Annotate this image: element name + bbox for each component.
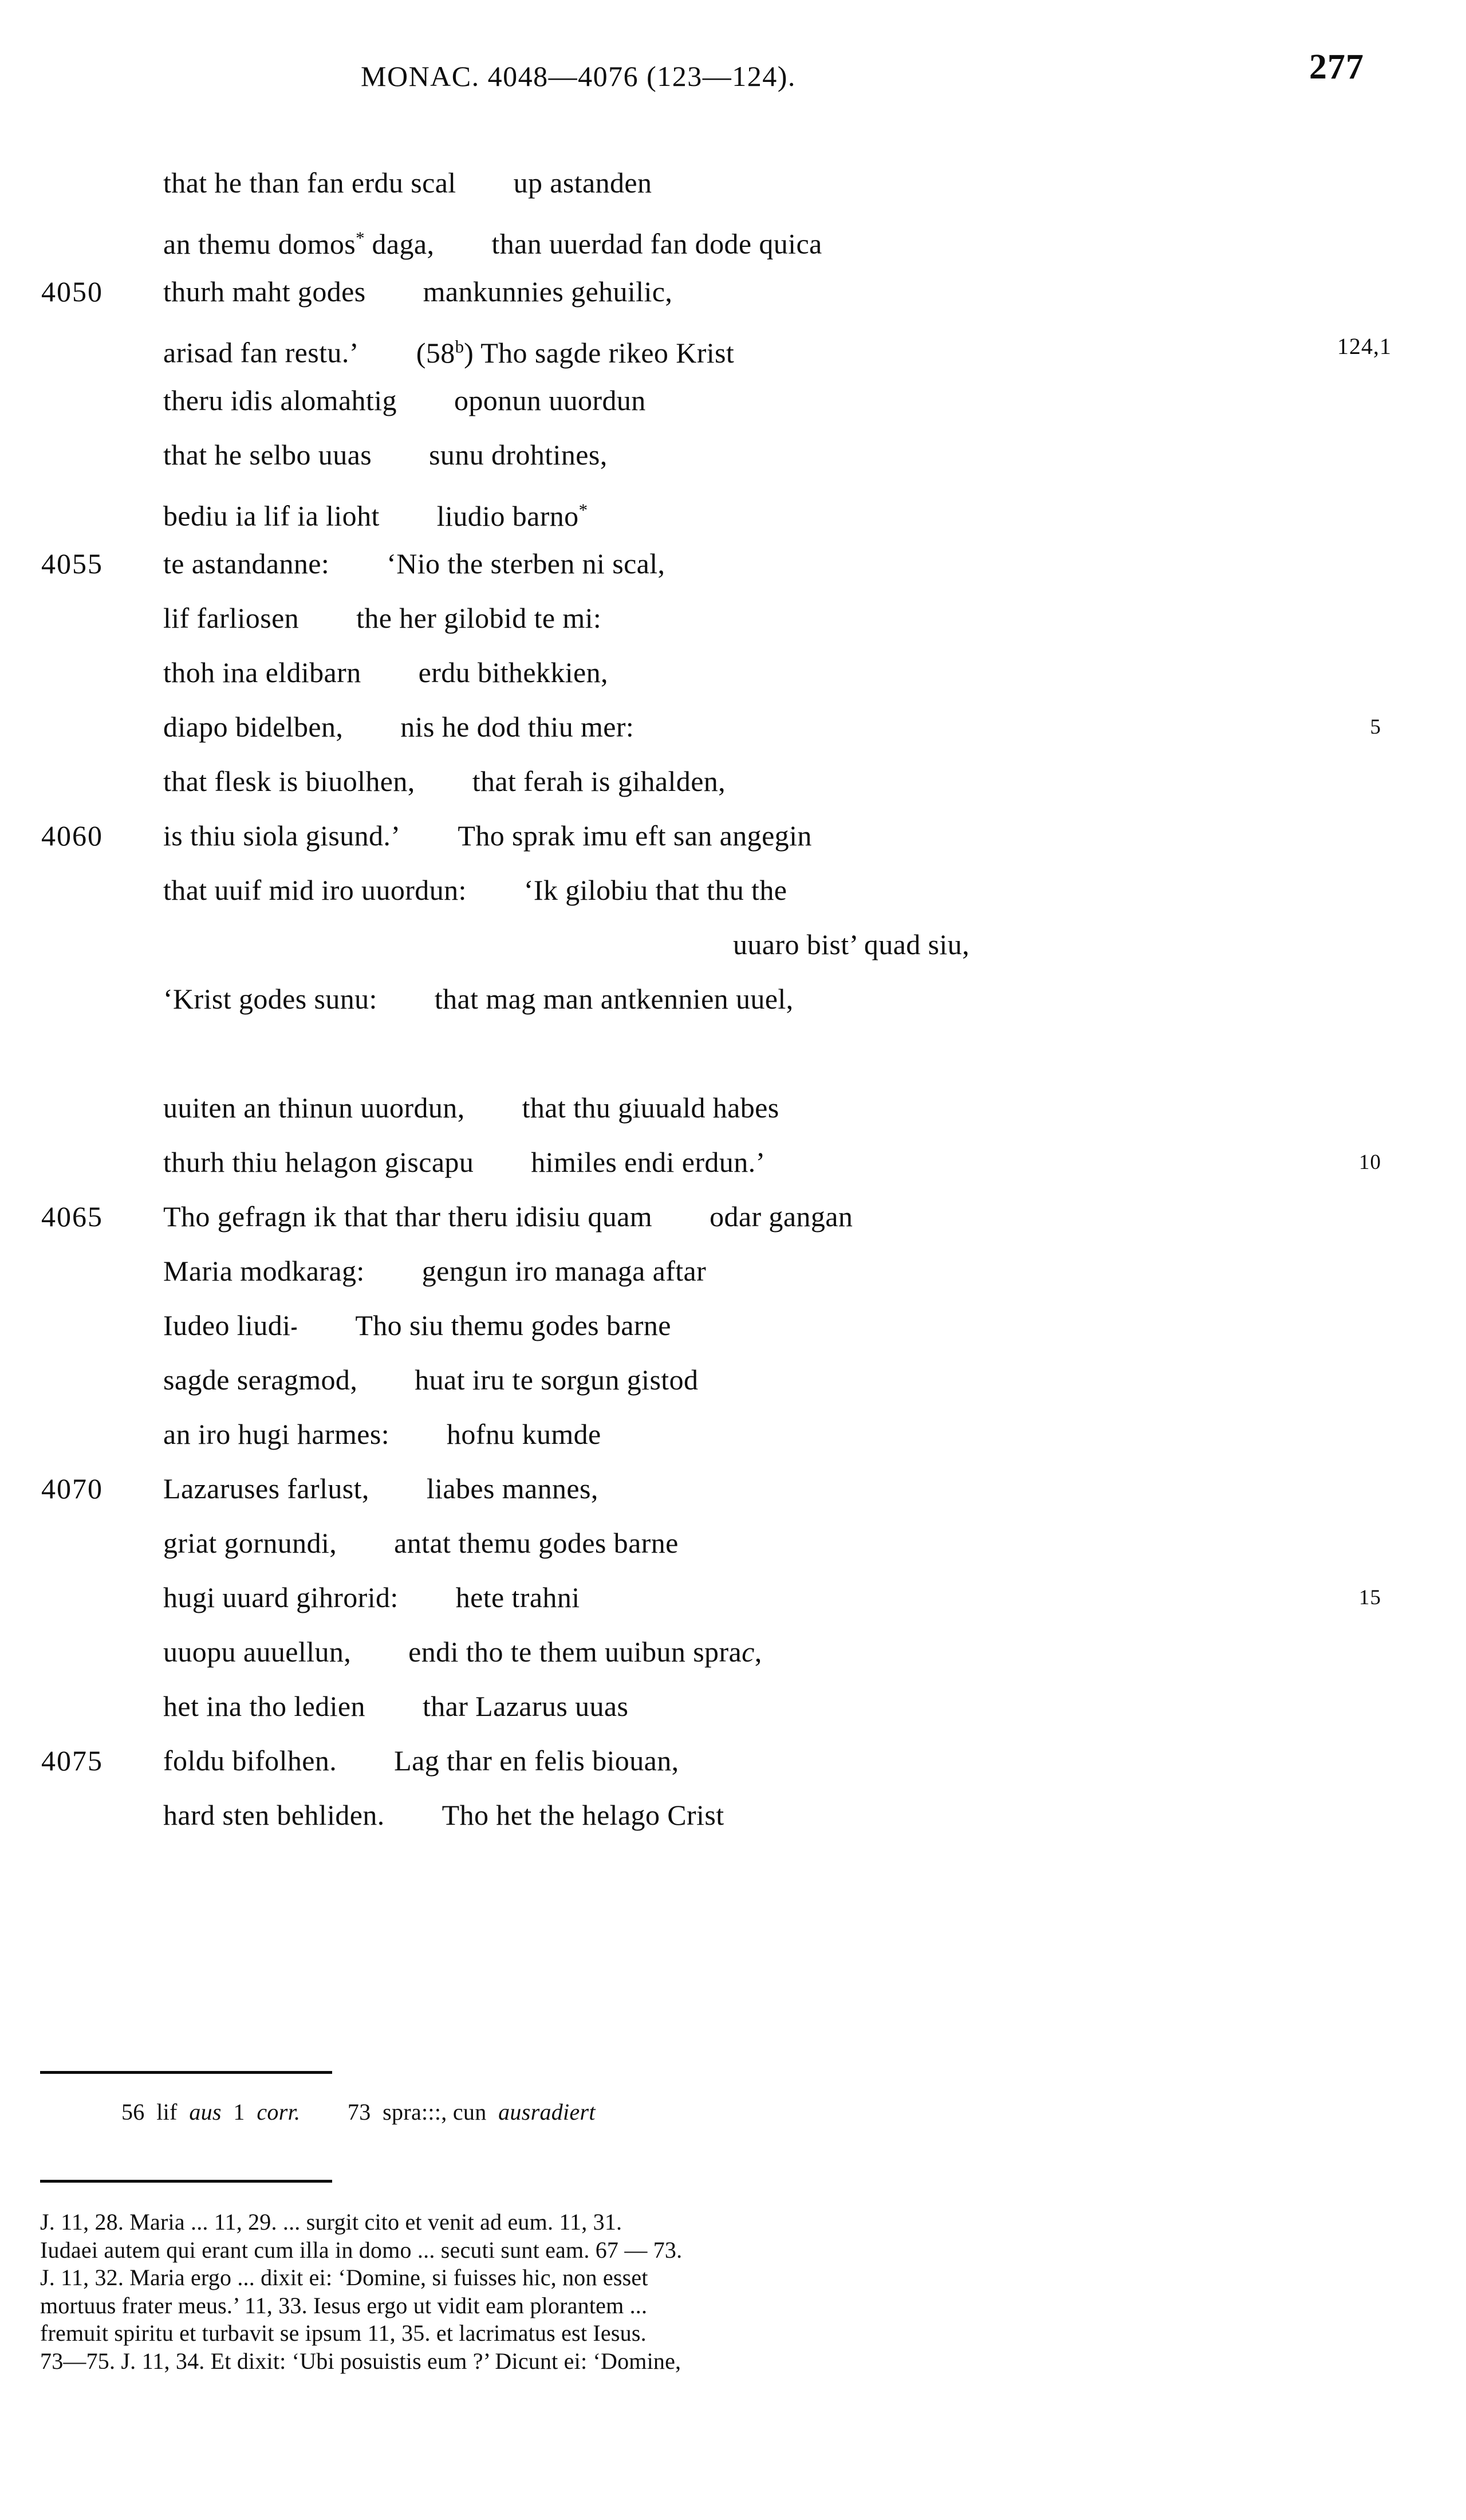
verse-half-b: (58$^b$) Tho sagde rikeo Krist — [416, 336, 735, 369]
verse-text — [163, 809, 812, 863]
verse-half-b: Tho sprak imu eft san angegin — [458, 820, 812, 852]
verse-text — [163, 265, 672, 319]
verse-text — [163, 428, 608, 482]
marginal-reference: 124,1 — [1337, 333, 1392, 359]
verse-half-b: nis he dod thiu mer: — [400, 711, 635, 743]
verse-line — [0, 1679, 1466, 1734]
verse-line-number: 4070 — [41, 1472, 103, 1505]
footnote-asterisk: * — [578, 499, 588, 519]
verse-line — [0, 1570, 1466, 1625]
verse-half-a: Tho gefragn ik that thar theru idisiu quam — [163, 1200, 653, 1233]
apparatus-entry-2-lemma: spra:::, cun — [383, 2099, 487, 2125]
verse-text — [163, 1570, 580, 1625]
verse-half-a: that uuif mid iro uuordun: — [163, 874, 467, 906]
verse-line — [0, 210, 1466, 265]
verse-line — [0, 1625, 1466, 1679]
verse-half-a: uuiten an thinun uuordun, — [163, 1092, 465, 1124]
verse-text — [163, 482, 588, 544]
verse-line — [0, 482, 1466, 537]
verse-text — [163, 863, 787, 918]
verse-half-b: hete trahni — [455, 1581, 580, 1613]
verse-half-a: thurh maht godes — [163, 275, 366, 308]
verse-half-a: an themu domos* daga, — [163, 227, 435, 260]
verse-line — [0, 754, 1466, 809]
verse-line — [0, 373, 1466, 428]
verse-line — [0, 863, 1466, 918]
latin-source-notes — [40, 2208, 1426, 2375]
verse-line — [0, 1353, 1466, 1407]
verse-text — [163, 1244, 706, 1298]
verse-half-a: ‘Krist godes sunu: — [163, 983, 377, 1015]
verse-text — [163, 156, 652, 210]
latin-note-line: J. 11, 32. Maria ergo ... dixit ei: ‘Domine, si fuisses hic, non esset — [40, 2265, 648, 2290]
verse-block — [0, 156, 1466, 1842]
latin-note-line: J. 11, 28. Maria ... 11, 29. ... surgit cito et venit ad eum. 11, 31. — [40, 2209, 622, 2235]
verse-half-a: an iro hugi harmes: — [163, 1418, 390, 1450]
verse-half-b: liabes mannes, — [426, 1472, 598, 1505]
verse-half-b: antat themu godes barne — [394, 1527, 679, 1559]
verse-half-b: that mag man antkennien uuel, — [434, 983, 794, 1015]
verse-half-b: odar gangan — [710, 1200, 853, 1233]
verse-half-a: Iudeo liudi — [163, 1309, 298, 1341]
verse-half-b: oponun uuordun — [454, 384, 646, 416]
running-head-title: MONAC. 4048—4076 (123—124). — [361, 60, 796, 92]
italic-c: c — [742, 1636, 755, 1668]
verse-half-a: foldu bifolhen. — [163, 1745, 337, 1777]
verse-line — [0, 156, 1466, 210]
verse-half-b: gengun iro managa aftar — [421, 1255, 707, 1287]
verse-half-a: theru idis alomahtig — [163, 384, 397, 416]
verse-half-b: himiles endi erdun.’ — [531, 1146, 766, 1178]
apparatus-entry-1-italic-corr: corr. — [257, 2099, 301, 2125]
verse-half-a: thurh thiu helagon giscapu — [163, 1146, 474, 1178]
apparatus-entry-1-lemma: lif — [156, 2099, 178, 2125]
verse-line — [0, 265, 1466, 319]
apparatus-entry-1-italic-aus: aus — [189, 2099, 222, 2125]
verse-half-b: that ferah is gihalden, — [472, 765, 726, 797]
verse-half-b: than uuerdad fan dode quica — [491, 227, 822, 260]
latin-note-line: mortuus frater meus.’ 11, 33. Iesus ergo ut vidit eam plorantem ... — [40, 2292, 648, 2318]
verse-line — [0, 972, 1466, 1081]
verse-half-a: thoh ina eldibarn — [163, 656, 361, 688]
verse-half-a: Maria modkarag: — [163, 1255, 365, 1287]
verse-half-a: sagde seragmod, — [163, 1364, 358, 1396]
page-number: 277 — [1309, 48, 1364, 86]
verse-half-a: lif farliosen — [163, 602, 299, 634]
verse-text — [163, 1516, 679, 1570]
verse-line-number: 4055 — [41, 548, 103, 580]
verse-half-b: the her gilobid te mi: — [356, 602, 602, 634]
verse-text — [163, 1734, 679, 1788]
verse-half-a: Lazaruses farlust, — [163, 1472, 369, 1505]
verse-half-a: that flesk is biuolhen, — [163, 765, 415, 797]
apparatus-entry-1-mid: 1 — [233, 2099, 245, 2125]
verse-text — [163, 373, 646, 428]
latin-note-line: 73—75. J. 11, 34. Et dixit: ‘Ubi posuistis eum ?’ Dicunt ei: ‘Domine, — [40, 2348, 681, 2374]
verse-line — [0, 591, 1466, 645]
verse-half-b: hofnu kumde — [447, 1418, 601, 1450]
apparatus-entry-1-number: 56 — [121, 2099, 145, 2125]
verse-text — [163, 754, 726, 809]
verse-half-b: that thu giuuald habes — [522, 1092, 779, 1124]
verse-line — [0, 1734, 1466, 1788]
verse-line — [0, 428, 1466, 482]
verse-text — [163, 1625, 762, 1679]
verse-half-a: is thiu siola gisund.’ — [163, 820, 401, 852]
apparatus-entry-2-number: 73 — [347, 2099, 371, 2125]
verse-half-a: that he than fan erdu scal — [163, 167, 456, 199]
verse-text — [163, 319, 734, 380]
verse-half-a: het ina tho ledien — [163, 1690, 365, 1722]
verse-half-b: up astanden — [513, 167, 652, 199]
verse-text — [163, 972, 794, 1026]
verse-half-b: thar Lazarus uuas — [422, 1690, 629, 1722]
verse-half-a: arisad fan restu.’ — [163, 336, 359, 369]
verse-text — [163, 1135, 766, 1190]
verse-half-a: griat gornundi, — [163, 1527, 337, 1559]
verse-line — [0, 918, 1466, 972]
verse-text — [163, 1462, 598, 1516]
folio-superscript: b — [455, 336, 464, 356]
verse-half-a: te astandanne: — [163, 548, 330, 580]
verse-half-b: mankunnies gehuilic, — [423, 275, 673, 308]
verse-line — [0, 537, 1466, 591]
verse-half-b: endi tho te them uuibun sprac, — [408, 1636, 762, 1668]
verse-line — [0, 1462, 1466, 1516]
verse-text — [163, 645, 608, 700]
verse-line — [0, 1081, 1466, 1135]
verse-half-a: diapo bidelben, — [163, 711, 344, 743]
verse-half-a: that he selbo uuas — [163, 439, 372, 471]
footnote-asterisk: * — [356, 227, 365, 247]
verse-half-a: uuopu auuellun, — [163, 1636, 352, 1668]
verse-half-b: ‘Nio the sterben ni scal, — [387, 548, 665, 580]
verse-text — [163, 1788, 724, 1842]
marginal-reference: 10 — [1359, 1151, 1381, 1174]
apparatus-rule-top — [40, 2071, 332, 2074]
verse-half-b: ‘Ik gilobiu that thu the — [523, 874, 787, 906]
verse-half-b: Lag thar en felis biouan, — [394, 1745, 679, 1777]
verse-text — [163, 1298, 671, 1353]
verse-line — [0, 1407, 1466, 1462]
verse-text — [163, 1190, 853, 1244]
verse-half-b: Tho siu themu godes barne — [355, 1309, 671, 1341]
verse-half-a: hugi uuard gihrorid: — [163, 1581, 399, 1613]
latin-note-line: Iudaei autem qui erant cum illa in domo ... secuti sunt eam. 67 — 73. — [40, 2236, 683, 2263]
verse-text — [163, 1081, 779, 1135]
erased-character — [290, 1298, 298, 1353]
verse-line-number: 4060 — [41, 820, 103, 852]
verse-line-number: 4065 — [41, 1200, 103, 1233]
verse-half-b: uuaro bist’ quad siu, — [733, 928, 970, 960]
verse-text — [163, 1353, 698, 1407]
verse-line — [0, 1190, 1466, 1244]
verse-line — [0, 319, 1466, 373]
verse-text — [733, 918, 970, 972]
running-head — [0, 48, 1466, 107]
verse-half-a: hard sten behliden. — [163, 1799, 385, 1831]
verse-line-number: 4050 — [41, 275, 103, 308]
verse-half-b: huat iru te sorgun gistod — [415, 1364, 699, 1396]
verse-line — [0, 1244, 1466, 1298]
verse-line — [0, 645, 1466, 700]
verse-line-number: 4075 — [41, 1745, 103, 1777]
verse-half-b: erdu bithekkien, — [418, 656, 608, 688]
apparatus-rule-bottom — [40, 2180, 332, 2183]
verse-half-a: bediu ia lif ia lioht — [163, 499, 380, 532]
verse-text — [163, 700, 634, 754]
verse-line — [0, 809, 1466, 863]
apparatus-criticus — [121, 2098, 596, 2125]
verse-half-b: sunu drohtines, — [429, 439, 608, 471]
verse-half-b: Tho het the helago Crist — [442, 1799, 724, 1831]
marginal-reference: 15 — [1359, 1586, 1381, 1609]
apparatus-entry-2-italic-ausradiert: ausradiert — [498, 2099, 596, 2125]
verse-line — [0, 1788, 1466, 1842]
verse-half-b: liudio barno* — [436, 499, 588, 532]
marginal-reference: 5 — [1370, 715, 1381, 739]
verse-line — [0, 700, 1466, 754]
verse-text — [163, 1407, 601, 1462]
verse-line — [0, 1298, 1466, 1353]
latin-note-line: fremuit spiritu et turbavit se ipsum 11, 35. et lacrimatus est Iesus. — [40, 2320, 647, 2346]
verse-line — [0, 1516, 1466, 1570]
verse-text — [163, 591, 601, 645]
verse-text — [163, 537, 665, 591]
verse-line — [0, 1135, 1466, 1190]
verse-text — [163, 1679, 628, 1734]
verse-text — [163, 210, 822, 271]
